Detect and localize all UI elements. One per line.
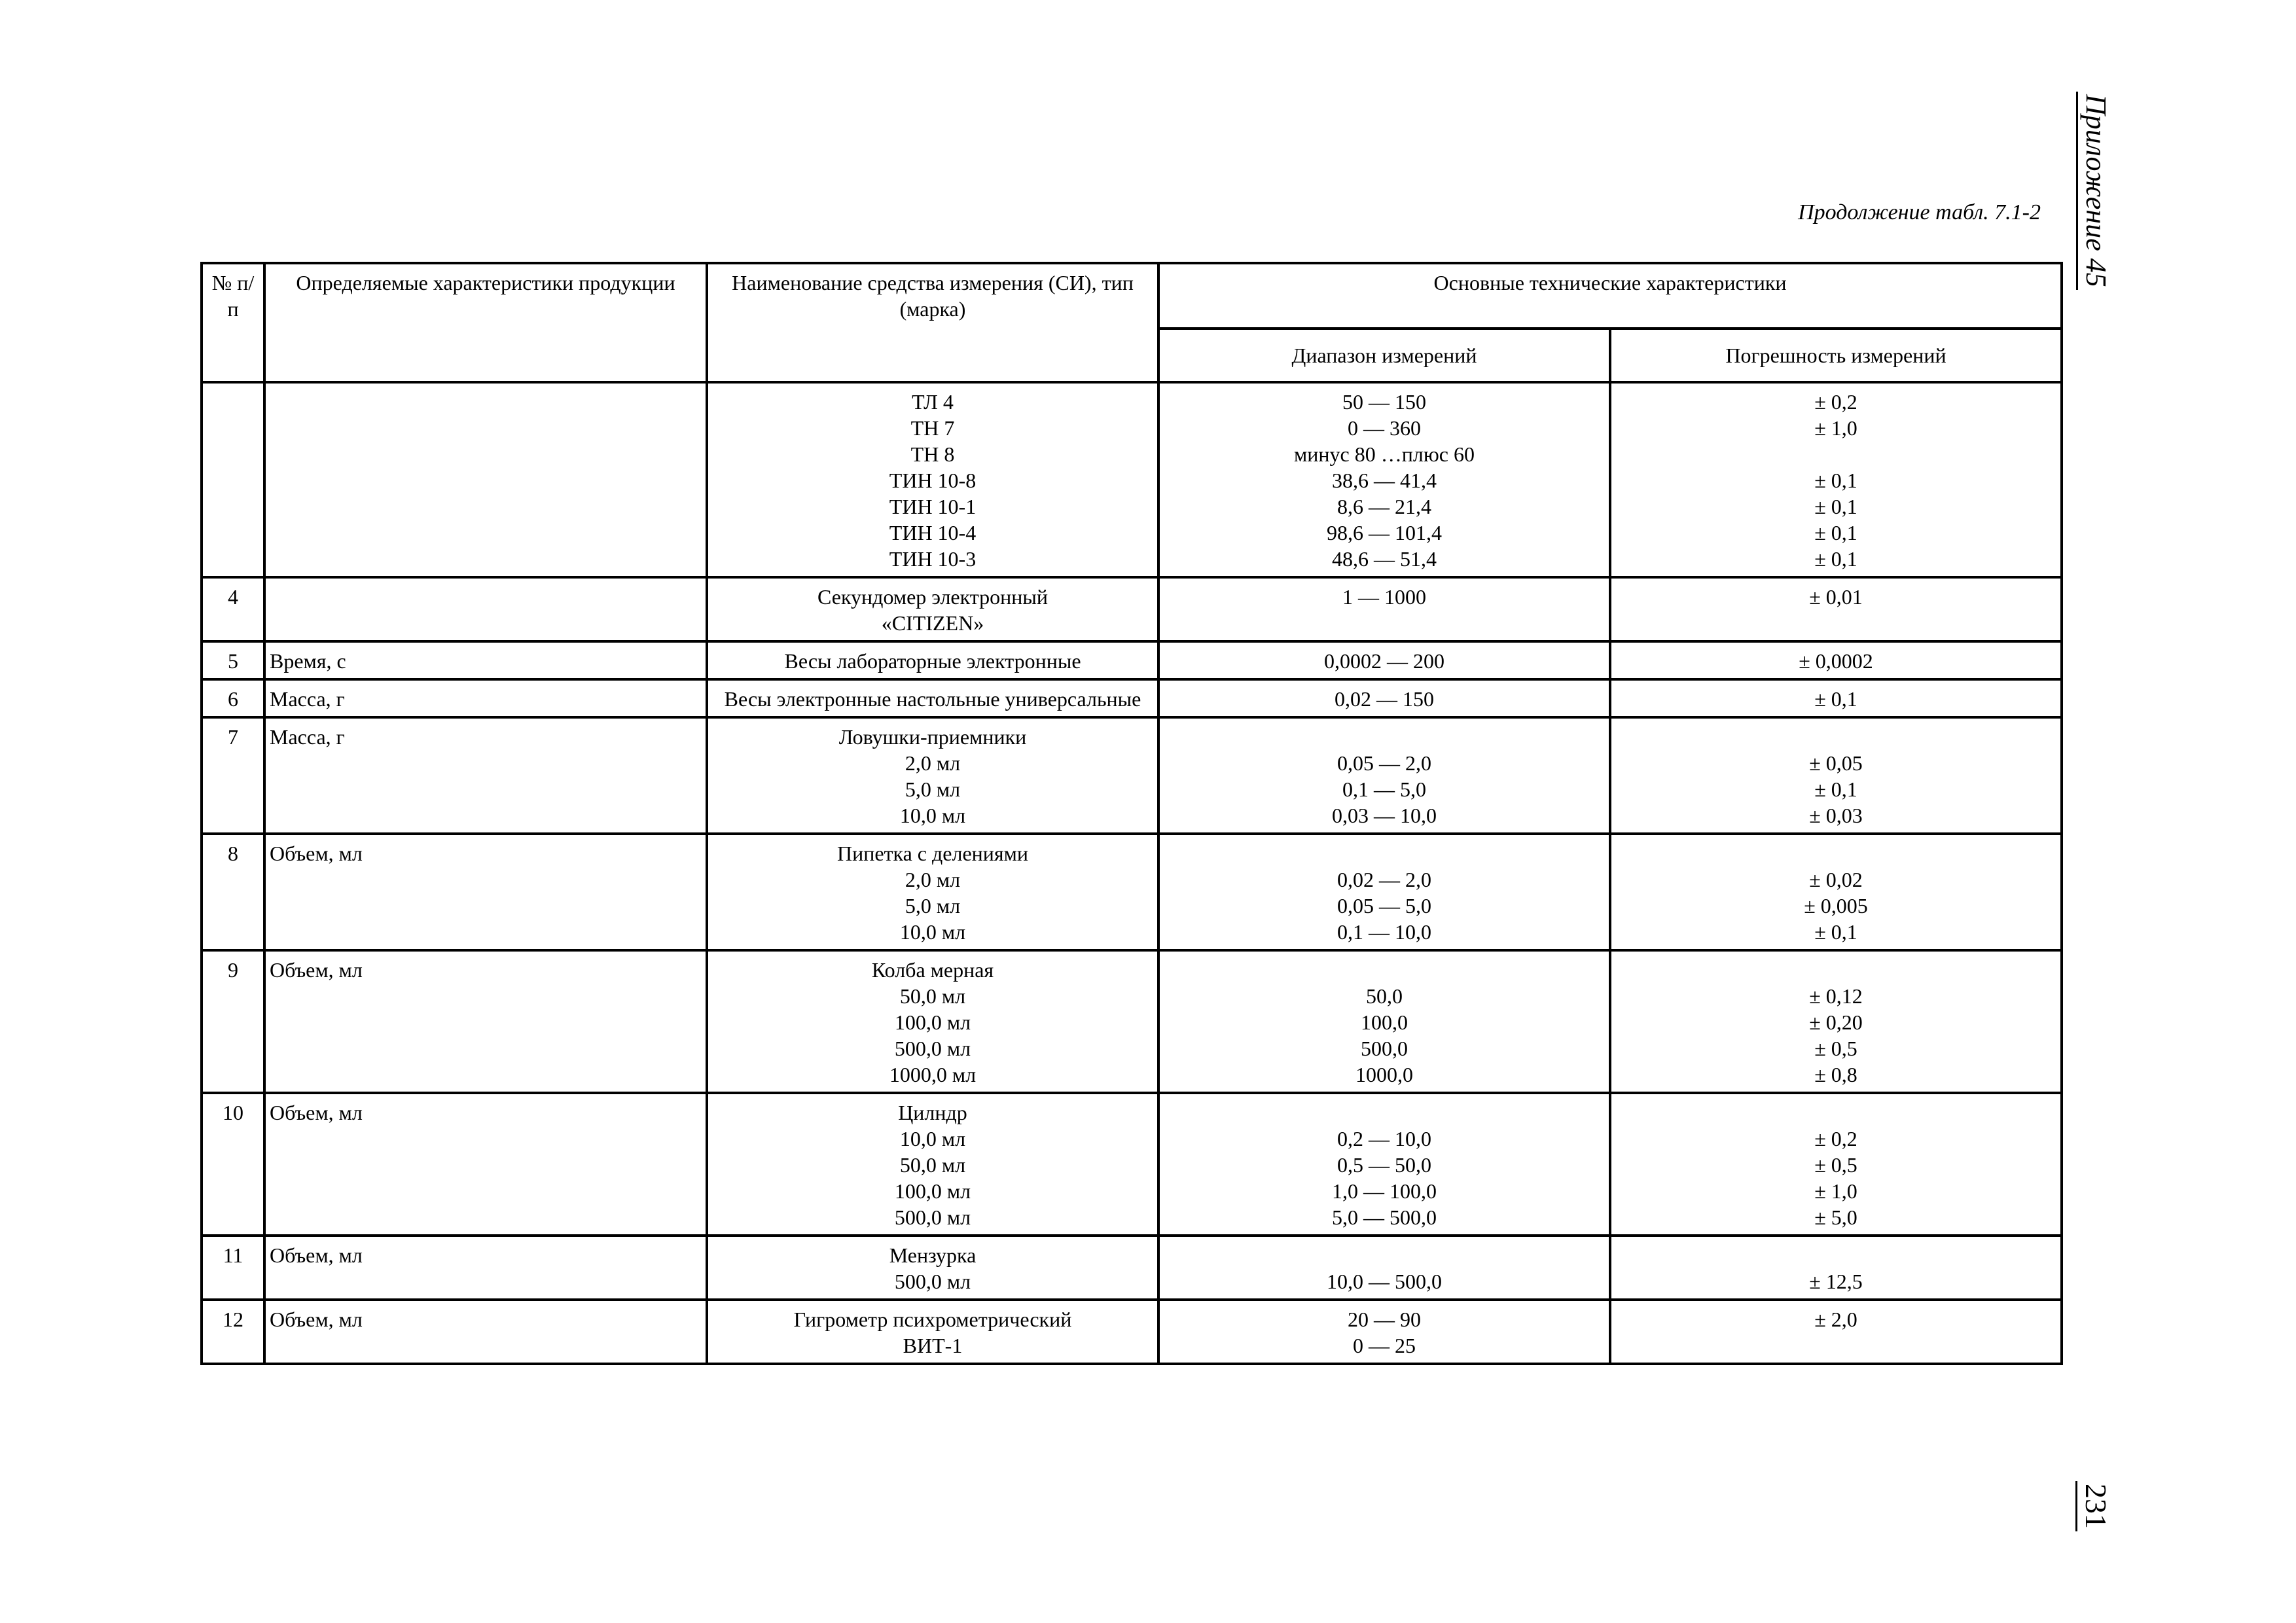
table-row: [202, 717, 2062, 834]
range-line: 50 — 150: [1342, 390, 1426, 414]
range-line: 10,0 — 500,0: [1327, 1270, 1442, 1293]
header-property: Определяемые характеристики продукции: [264, 263, 707, 382]
error-line: ± 5,0: [1814, 1205, 1857, 1229]
error-line: ± 0,1: [1814, 920, 1857, 944]
row-error: [1610, 1300, 2062, 1364]
table-caption: Продолжение табл. 7.1-2: [1798, 200, 2041, 224]
range-line: 0,05 — 2,0: [1337, 751, 1431, 775]
row-instrument: [707, 1300, 1158, 1364]
error-line: ± 0,0002: [1799, 649, 1873, 673]
row-number: 6: [202, 679, 264, 717]
row-error: [1610, 641, 2062, 679]
table-body: [202, 382, 2062, 1364]
row-range: [1158, 1236, 1610, 1300]
error-line: ± 0,2: [1814, 390, 1857, 414]
row-instrument: [707, 577, 1158, 641]
instrument-line: Весы электронные настольные универсальные: [724, 687, 1141, 711]
error-line: [1615, 1242, 2056, 1268]
instrument-line: Ловушки-приемники: [838, 725, 1027, 749]
row-number: 7: [202, 717, 264, 834]
error-line: ± 0,05: [1809, 751, 1863, 775]
appendix-label: Приложение 45: [2076, 92, 2113, 290]
range-line: 0,02 — 150: [1335, 687, 1434, 711]
error-line: ± 0,12: [1809, 984, 1863, 1008]
row-instrument: [707, 717, 1158, 834]
row-error: [1610, 679, 2062, 717]
row-range: [1158, 1300, 1610, 1364]
range-line: 500,0: [1361, 1037, 1408, 1060]
error-line: [1615, 1099, 2056, 1126]
row-error: [1610, 382, 2062, 577]
error-line: ± 0,1: [1814, 547, 1857, 571]
instrument-line: 100,0 мл: [894, 1179, 971, 1203]
row-error: [1610, 834, 2062, 950]
row-property: Объем, мл: [264, 1300, 707, 1364]
instrument-line: Колба мерная: [871, 958, 994, 982]
header-instrument: Наименование средства измерения (СИ), тип (марка): [707, 263, 1158, 382]
error-line: ± 0,5: [1814, 1153, 1857, 1177]
range-line: 0,02 — 2,0: [1337, 868, 1431, 891]
range-line: [1164, 1242, 1605, 1268]
row-property: Объем, мл: [264, 1093, 707, 1236]
instrument-line: 100,0 мл: [894, 1010, 971, 1034]
row-range: [1158, 950, 1610, 1093]
instrument-line: ТИН 10-4: [889, 521, 977, 544]
instrument-line: ТИН 10-1: [889, 495, 977, 518]
error-line: ± 0,03: [1809, 804, 1863, 827]
instrument-line: ТН 8: [910, 442, 955, 466]
error-line: [1615, 724, 2056, 750]
row-number: 12: [202, 1300, 264, 1364]
range-line: 8,6 — 21,4: [1337, 495, 1431, 518]
range-line: 5,0 — 500,0: [1332, 1205, 1437, 1229]
row-instrument: [707, 1236, 1158, 1300]
range-line: [1164, 957, 1605, 983]
instrument-line: 50,0 мл: [899, 1153, 966, 1177]
table-row: [202, 382, 2062, 577]
row-instrument: [707, 679, 1158, 717]
range-line: 1 — 1000: [1342, 585, 1426, 609]
row-error: [1610, 577, 2062, 641]
row-error: [1610, 950, 2062, 1093]
instrument-line: 1000,0 мл: [889, 1063, 977, 1086]
error-line: ± 0,01: [1809, 585, 1863, 609]
error-line: ± 0,1: [1814, 687, 1857, 711]
range-line: 0,03 — 10,0: [1332, 804, 1437, 827]
row-range: [1158, 382, 1610, 577]
header-num: № п/п: [202, 263, 264, 382]
instrument-line: 10,0 мл: [899, 804, 966, 827]
range-line: 0,5 — 50,0: [1337, 1153, 1431, 1177]
header-error: Погрешность измерений: [1610, 329, 2062, 382]
range-line: 0,1 — 5,0: [1342, 777, 1426, 801]
instrument-line: Цилндр: [898, 1101, 967, 1124]
row-error: [1610, 1236, 2062, 1300]
instrument-line: Гигрометр психрометрический: [793, 1308, 1072, 1331]
instrument-line: 5,0 мл: [905, 894, 961, 918]
range-line: минус 80 …плюс 60: [1294, 442, 1475, 466]
range-line: 38,6 — 41,4: [1332, 469, 1437, 492]
error-line: ± 0,02: [1809, 868, 1863, 891]
table-row: [202, 1093, 2062, 1236]
range-line: 98,6 — 101,4: [1327, 521, 1442, 544]
range-line: 50,0: [1366, 984, 1403, 1008]
row-range: [1158, 577, 1610, 641]
row-property: Объем, мл: [264, 1236, 707, 1300]
error-line: [1615, 441, 2056, 467]
instrument-line: 500,0 мл: [894, 1205, 971, 1229]
header-main-characteristics: Основные технические характеристики: [1158, 263, 2062, 329]
range-line: 0,05 — 5,0: [1337, 894, 1431, 918]
range-line: 20 — 90: [1348, 1308, 1421, 1331]
instrument-line: Пипетка с делениями: [836, 842, 1028, 865]
range-line: [1164, 1099, 1605, 1126]
row-instrument: [707, 950, 1158, 1093]
instrument-line: 2,0 мл: [905, 751, 961, 775]
table-row: [202, 1300, 2062, 1364]
row-number: 8: [202, 834, 264, 950]
range-line: 100,0: [1361, 1010, 1408, 1034]
instrument-line: Весы лабораторные электронные: [784, 649, 1081, 673]
error-line: ± 1,0: [1814, 416, 1857, 440]
row-property: [264, 577, 707, 641]
row-range: [1158, 834, 1610, 950]
instruments-table: [200, 262, 2063, 1365]
instrument-line: ВИТ-1: [903, 1334, 963, 1357]
table-row: [202, 679, 2062, 717]
error-line: ± 0,1: [1814, 777, 1857, 801]
instrument-line: ТИН 10-8: [889, 469, 977, 492]
row-range: [1158, 1093, 1610, 1236]
instrument-line: ТИН 10-3: [889, 547, 977, 571]
row-property: Масса, г: [264, 679, 707, 717]
error-line: ± 1,0: [1814, 1179, 1857, 1203]
table-row: [202, 577, 2062, 641]
row-number: 11: [202, 1236, 264, 1300]
row-instrument: [707, 1093, 1158, 1236]
instrument-line: 10,0 мл: [899, 1127, 966, 1150]
error-line: ± 2,0: [1814, 1308, 1857, 1331]
range-line: 1000,0: [1355, 1063, 1413, 1086]
error-line: ± 0,2: [1814, 1127, 1857, 1150]
table-row: [202, 834, 2062, 950]
instrument-line: 500,0 мл: [894, 1270, 971, 1293]
error-line: ± 0,5: [1814, 1037, 1857, 1060]
range-line: 0,0002 — 200: [1324, 649, 1444, 673]
error-line: ± 12,5: [1809, 1270, 1863, 1293]
header-row: [202, 263, 2062, 329]
side-header: [2068, 92, 2121, 1531]
range-line: 0 — 360: [1348, 416, 1421, 440]
error-line: ± 0,005: [1804, 894, 1868, 918]
range-line: 1,0 — 100,0: [1332, 1179, 1437, 1203]
error-line: ± 0,1: [1814, 495, 1857, 518]
instrument-line: 5,0 мл: [905, 777, 961, 801]
table-row: [202, 1236, 2062, 1300]
error-line: ± 0,1: [1814, 521, 1857, 544]
error-line: [1615, 957, 2056, 983]
error-line: ± 0,8: [1814, 1063, 1857, 1086]
error-line: ± 0,20: [1809, 1010, 1863, 1034]
row-instrument: [707, 641, 1158, 679]
header-range: Диапазон измерений: [1158, 329, 1610, 382]
instrument-line: 10,0 мл: [899, 920, 966, 944]
instrument-line: ТЛ 4: [912, 390, 954, 414]
row-property: [264, 382, 707, 577]
row-number: 5: [202, 641, 264, 679]
row-property: Масса, г: [264, 717, 707, 834]
range-line: [1164, 840, 1605, 866]
instrument-line: Мензурка: [889, 1243, 977, 1267]
row-property: Время, с: [264, 641, 707, 679]
range-line: 48,6 — 51,4: [1332, 547, 1437, 571]
error-line: [1615, 840, 2056, 866]
range-line: 0,2 — 10,0: [1337, 1127, 1431, 1150]
row-instrument: [707, 382, 1158, 577]
instrument-line: «CITIZEN»: [881, 611, 984, 635]
row-number: [202, 382, 264, 577]
row-error: [1610, 1093, 2062, 1236]
row-property: Объем, мл: [264, 950, 707, 1093]
page-number: 231: [2075, 1481, 2113, 1531]
row-error: [1610, 717, 2062, 834]
row-range: [1158, 679, 1610, 717]
row-range: [1158, 641, 1610, 679]
instrument-line: 2,0 мл: [905, 868, 961, 891]
error-line: ± 0,1: [1814, 469, 1857, 492]
row-number: 9: [202, 950, 264, 1093]
table-row: [202, 950, 2062, 1093]
instrument-line: Секундомер электронный: [817, 585, 1048, 609]
row-instrument: [707, 834, 1158, 950]
range-line: [1164, 724, 1605, 750]
instrument-line: 500,0 мл: [894, 1037, 971, 1060]
row-property: Объем, мл: [264, 834, 707, 950]
row-range: [1158, 717, 1610, 834]
instrument-line: ТН 7: [910, 416, 955, 440]
range-line: 0 — 25: [1353, 1334, 1416, 1357]
instrument-line: 50,0 мл: [899, 984, 966, 1008]
row-number: 10: [202, 1093, 264, 1236]
range-line: 0,1 — 10,0: [1337, 920, 1431, 944]
row-number: 4: [202, 577, 264, 641]
table-row: [202, 641, 2062, 679]
